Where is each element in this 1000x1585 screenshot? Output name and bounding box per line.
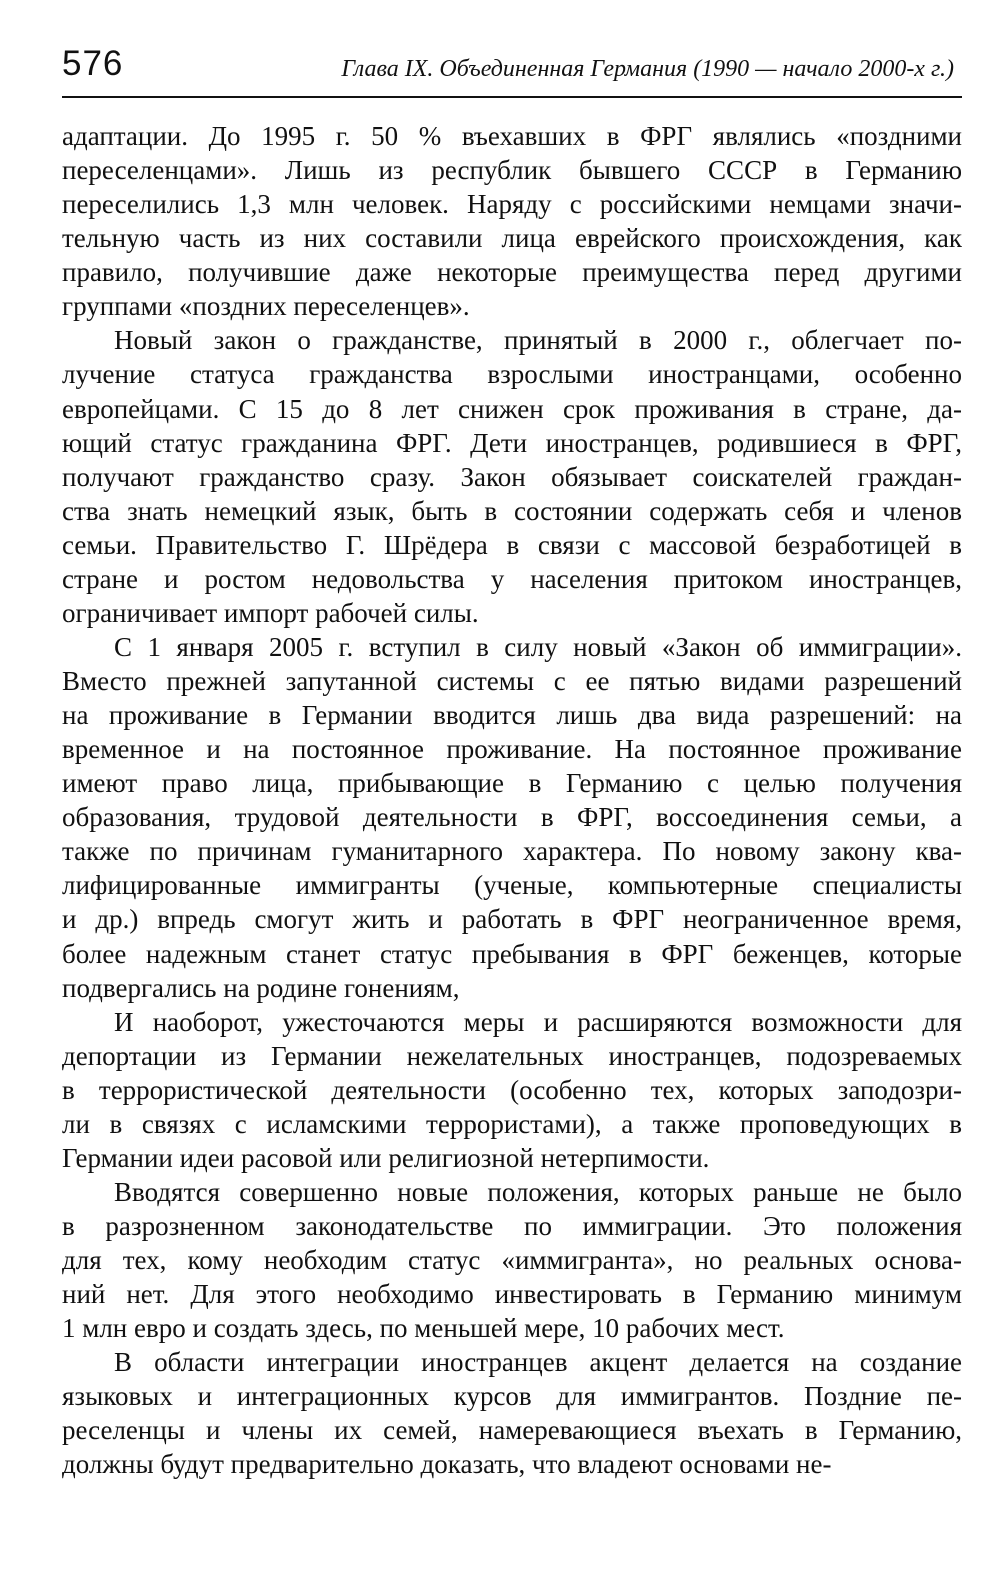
text-line: получают гражданство сразу. Закон обязывает соискателей граждан- (62, 461, 962, 492)
paragraph (62, 1005, 962, 1175)
paragraph (62, 323, 962, 630)
text-line: группами «поздних переселенцев». (62, 291, 470, 322)
text-line: адаптации. До 1995 г. 50 % въехавших в ФРГ являлись «поздними (62, 121, 962, 151)
paragraph (62, 1175, 962, 1345)
text-line: образования, трудовой деятельности в ФРГ, воссоединения семьи, а (62, 802, 962, 833)
text-line: языковых и интеграционных курсов для иммигрантов. Поздние пе- (62, 1381, 962, 1412)
text-line: имеют право лица, прибывающие в Германию с целью получения (62, 768, 962, 799)
text-line: временное и на постоянное проживание. На постоянное проживание (62, 734, 962, 765)
text-line: правило, получившие даже некоторые преимущества перед другими (62, 257, 962, 288)
paragraph (62, 630, 962, 1005)
text-line: в разрозненном законодательстве по иммиграции. Это положения (62, 1211, 962, 1241)
text-line: ющий статус гражданина ФРГ. Дети иностранцев, родившиеся в ФРГ, (62, 427, 962, 458)
text-line: в террористической деятельности (особенно тех, которых заподозри- (62, 1074, 962, 1105)
paragraph (62, 119, 962, 323)
text-line: европейцами. С 15 до 8 лет снижен срок проживания в стране, да- (62, 393, 962, 424)
text-line: ства знать немецкий язык, быть в состоянии содержать себя и членов (62, 495, 962, 526)
text-line: подвергались на родине гонениям, (62, 972, 460, 1003)
page-number: 576 (62, 44, 124, 83)
text-line: депортации из Германии нежелательных иностранцев, подозреваемых (62, 1040, 962, 1071)
text-line: ний нет. Для этого необходимо инвестировать в Германию минимум (62, 1279, 962, 1310)
text-line: на проживание в Германии вводится лишь два вида разрешений: на (62, 700, 962, 731)
chapter-title: Глава IX. Объединенная Германия (1990 — начало 2000-х г.) (341, 56, 954, 82)
text-line: Новый закон о гражданстве, принятый в 2000 г., облегчает по- (114, 325, 962, 356)
text-line: 1 млн евро и создать здесь, по меньшей мере, 10 рабочих мест. (62, 1313, 785, 1344)
text-line: семьи. Правительство Г. Шрёдера в связи с массовой безработицей в (62, 529, 962, 560)
text-line: Вводятся совершенно новые положения, которых раньше не было (114, 1176, 962, 1207)
text-line: для тех, кому необходим статус «иммигранта», но реальных основа- (62, 1245, 962, 1276)
text-line: ограничивает импорт рабочей силы. (62, 597, 479, 628)
paragraph (62, 1345, 962, 1481)
text-line: И наоборот, ужесточаются меры и расширяются возможности для (114, 1006, 962, 1037)
text-line: лифицированные иммигранты (ученые, компьютерные специалисты (62, 870, 962, 901)
body-text (62, 119, 962, 1482)
text-line: более надежным станет статус пребывания в ФРГ беженцев, которые (62, 938, 962, 969)
text-line: В области интеграции иностранцев акцент делается на создание (114, 1347, 962, 1378)
text-line: реселенцы и члены их семей, намеревающиеся въехать в Германию, (62, 1415, 962, 1446)
text-line: лучение статуса гражданства взрослыми иностранцами, особенно (62, 359, 962, 390)
text-line: Вместо прежней запутанной системы с ее пятью видами разрешений (62, 666, 962, 696)
running-head (62, 44, 962, 98)
text-line: стране и ростом недовольства у населения притоком иностранцев, (62, 563, 962, 594)
text-line: также по причинам гуманитарного характера. По новому закону ква- (62, 836, 962, 867)
text-line: должны будут предварительно доказать, что владеют основами не- (62, 1449, 832, 1480)
text-line: С 1 января 2005 г. вступил в силу новый «Закон об иммиграции». (114, 631, 962, 662)
text-line: переселились 1,3 млн человек. Наряду с российскими немцами значи- (62, 189, 962, 220)
text-line: переселенцами». Лишь из республик бывшего СССР в Германию (62, 155, 962, 186)
text-line: ли в связях с исламскими террористами), а также проповедующих в (62, 1108, 962, 1139)
text-line: Германии идеи расовой или религиозной нетерпимости. (62, 1142, 710, 1173)
text-line: тельную часть из них составили лица еврейского происхождения, как (62, 223, 962, 254)
text-line: и др.) впредь смогут жить и работать в ФРГ неограниченное время, (62, 904, 962, 935)
